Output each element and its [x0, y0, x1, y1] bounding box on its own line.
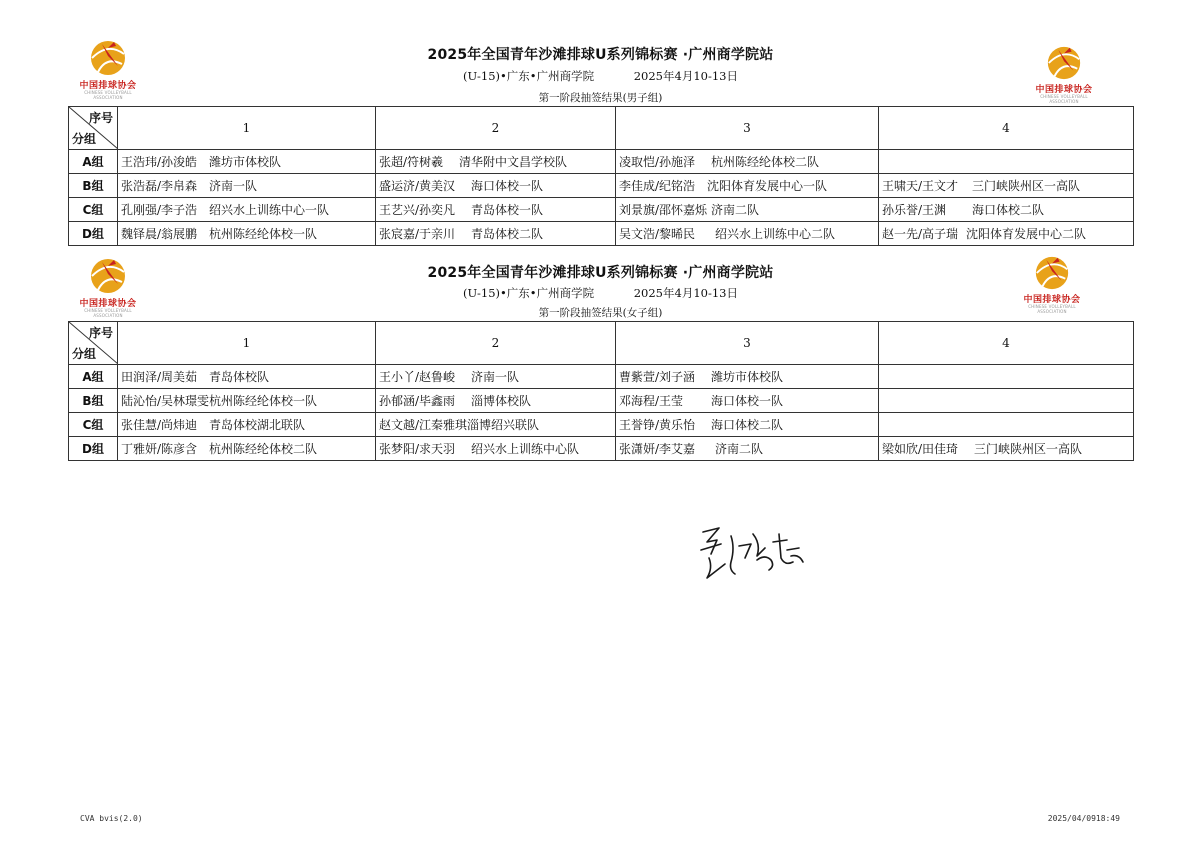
logo-text: 中国排球协会: [1023, 295, 1081, 305]
logo-subtext: CHINESE VOLLEYBALL ASSOCIATION: [1040, 94, 1088, 104]
team-name: 青岛体校一队: [471, 203, 544, 217]
draw-cell: [616, 150, 879, 174]
player-pair: 王浩玮/孙浚皓: [121, 155, 198, 169]
logo-subtext: CHINESE VOLLEYBALL ASSOCIATION: [84, 90, 132, 100]
corner-bottom-label: 分组: [72, 347, 97, 361]
group-label: A组: [69, 150, 118, 174]
table-row: [69, 389, 1134, 413]
logo-text: 中国排球协会: [79, 81, 137, 91]
girls-subtitle-date: 2025年4月10-13日: [633, 286, 738, 300]
group-label: B组: [69, 389, 118, 413]
team-name: 杭州陈经纶体校一队: [209, 394, 318, 408]
draw-cell: [118, 389, 376, 413]
player-pair: 丁雅妍/陈彦含: [121, 442, 198, 456]
team-name: 绍兴水上训练中心队: [471, 442, 580, 456]
draw-cell: [376, 413, 616, 437]
player-pair: 凌取恺/孙施泽: [619, 155, 696, 169]
column-header: 3: [616, 107, 879, 150]
column-header: 2: [376, 107, 616, 150]
footer-software-version: CVA bvis(2.0): [80, 814, 143, 823]
draw-cell: [376, 174, 616, 198]
draw-cell: [376, 222, 616, 246]
player-pair: 王誉铮/黄乐怡: [619, 418, 696, 432]
team-name: 济南一队: [471, 370, 520, 384]
team-name: 沈阳体育发展中心二队: [966, 227, 1087, 241]
logo-subtext: CHINESE VOLLEYBALL ASSOCIATION: [84, 308, 132, 318]
player-pair: 李佳成/纪铭浩: [619, 179, 696, 193]
player-pair: 梁如欣/田佳琦: [882, 442, 959, 456]
player-pair: 张浩磊/李帛森: [121, 179, 198, 193]
boys-title: 2025年全国青年沙滩排球U系列锦标赛 ·广州商学院站: [427, 47, 774, 63]
team-name: 三门峡陕州区一高队: [972, 179, 1081, 193]
player-pair: 赵一先/高子瑞: [882, 227, 959, 241]
team-name: 清华附中文昌学校队: [459, 155, 568, 169]
draw-cell: [616, 222, 879, 246]
player-pair: 刘景旗/邵怀嘉烁: [619, 203, 708, 217]
group-label: D组: [69, 222, 118, 246]
team-name: 潍坊市体校队: [711, 370, 784, 384]
draw-cell: [118, 150, 376, 174]
draw-cell: [879, 222, 1134, 246]
player-pair: 孔刚强/李子浩: [121, 203, 198, 217]
team-name: 海口体校一队: [471, 179, 544, 193]
team-name: 济南二队: [715, 442, 764, 456]
draw-cell: [616, 365, 879, 389]
team-name: 三门峡陕州区一高队: [974, 442, 1083, 456]
team-name: 淄博绍兴联队: [467, 418, 540, 432]
draw-cell: [879, 413, 1134, 437]
draw-cell: [616, 389, 879, 413]
table-row: [69, 437, 1134, 461]
player-pair: 张佳慧/尚炜迪: [121, 418, 198, 432]
draw-cell: [879, 389, 1134, 413]
corner-bottom-label: 分组: [72, 132, 97, 146]
player-pair: 盛运济/黄美汉: [379, 179, 456, 193]
player-pair: 王啸天/王文才: [882, 179, 959, 193]
draw-cell: [616, 413, 879, 437]
girls-draw-table: [68, 321, 1134, 461]
player-pair: 王艺兴/孙奕凡: [379, 203, 456, 217]
team-name: 海口体校二队: [972, 203, 1045, 217]
column-header: 1: [118, 107, 376, 150]
team-name: 沈阳体育发展中心一队: [707, 179, 828, 193]
draw-cell: [879, 150, 1134, 174]
draw-cell: [879, 174, 1134, 198]
table-row: [69, 222, 1134, 246]
table-row: [69, 198, 1134, 222]
column-header: 2: [376, 322, 616, 365]
girls-title: 2025年全国青年沙滩排球U系列锦标赛 ·广州商学院站: [427, 265, 774, 281]
team-name: 杭州陈经纶体校二队: [209, 442, 318, 456]
team-name: 济南二队: [711, 203, 760, 217]
draw-cell: [616, 198, 879, 222]
table-header-row: [69, 107, 1134, 150]
draw-cell: [376, 437, 616, 461]
player-pair: 赵文越/江秦雅琪: [379, 418, 468, 432]
player-pair: 王小丫/赵鲁峻: [379, 370, 456, 384]
footer-timestamp: 2025/04/0918:49: [1047, 814, 1120, 823]
team-name: 青岛体校队: [209, 370, 270, 384]
draw-cell: [376, 389, 616, 413]
group-label: A组: [69, 365, 118, 389]
column-header: 4: [879, 107, 1134, 150]
draw-cell: [118, 222, 376, 246]
corner-top-label: 序号: [88, 111, 113, 125]
logo-text: 中国排球协会: [79, 299, 137, 309]
boys-phase-label: 第一阶段抽签结果(男子组): [538, 92, 663, 104]
team-name: 济南一队: [209, 179, 258, 193]
logo-text: 中国排球协会: [1035, 85, 1093, 95]
player-pair: 张梦阳/求天羽: [379, 442, 456, 456]
player-pair: 张潇妍/李艾嘉: [619, 442, 696, 456]
table-row: [69, 150, 1134, 174]
team-name: 杭州陈经纶体校二队: [711, 155, 820, 169]
draw-cell: [118, 365, 376, 389]
player-pair: 邓海程/王莹: [619, 394, 684, 408]
player-pair: 陆沁怡/吴林璟雯: [121, 394, 210, 408]
table-row: [69, 174, 1134, 198]
group-label: C组: [69, 198, 118, 222]
player-pair: 张宸嘉/于亲川: [379, 227, 456, 241]
team-name: 绍兴水上训练中心二队: [715, 227, 836, 241]
boys-subtitle-location: (U-15)•广东•广州商学院: [463, 69, 595, 83]
group-label: D组: [69, 437, 118, 461]
player-pair: 魏铎晨/翁展鹏: [121, 227, 198, 241]
team-name: 淄博体校队: [471, 394, 532, 408]
draw-cell: [118, 413, 376, 437]
corner-cell: [69, 322, 118, 365]
draw-cell: [616, 437, 879, 461]
draw-cell: [376, 150, 616, 174]
draw-cell: [118, 174, 376, 198]
group-label: C组: [69, 413, 118, 437]
player-pair: 孙乐誉/王渊: [882, 203, 947, 217]
team-name: 潍坊市体校队: [209, 155, 282, 169]
draw-cell: [879, 365, 1134, 389]
column-header: 1: [118, 322, 376, 365]
player-pair: 张超/符树羲: [379, 155, 444, 169]
draw-cell: [616, 174, 879, 198]
column-header: 3: [616, 322, 879, 365]
draw-cell: [879, 437, 1134, 461]
boys-subtitle: [68, 68, 1133, 84]
boys-draw-table: [68, 106, 1134, 246]
team-name: 海口体校一队: [711, 394, 784, 408]
group-label: B组: [69, 174, 118, 198]
signature-image: [695, 518, 815, 582]
table-row: [69, 413, 1134, 437]
table-header-row: [69, 322, 1134, 365]
team-name: 绍兴水上训练中心一队: [209, 203, 330, 217]
draw-cell: [118, 198, 376, 222]
girls-subtitle-location: (U-15)•广东•广州商学院: [463, 286, 595, 300]
draw-cell: [879, 198, 1134, 222]
girls-subtitle: [68, 285, 1133, 301]
player-pair: 孙郁涵/毕鑫雨: [379, 394, 456, 408]
draw-cell: [118, 437, 376, 461]
player-pair: 曹紫萱/刘子涵: [619, 370, 696, 384]
draw-cell: [376, 198, 616, 222]
corner-top-label: 序号: [88, 326, 113, 340]
girls-phase-label: 第一阶段抽签结果(女子组): [538, 307, 663, 319]
corner-cell: [69, 107, 118, 150]
team-name: 青岛体校湖北联队: [209, 418, 306, 432]
team-name: 海口体校二队: [711, 418, 784, 432]
table-row: [69, 365, 1134, 389]
column-header: 4: [879, 322, 1134, 365]
team-name: 杭州陈经纶体校一队: [209, 227, 318, 241]
player-pair: 田润泽/周美茹: [121, 370, 198, 384]
player-pair: 吴文浩/黎晞民: [619, 227, 696, 241]
boys-subtitle-date: 2025年4月10-13日: [633, 69, 738, 83]
logo-subtext: CHINESE VOLLEYBALL ASSOCIATION: [1028, 304, 1076, 314]
team-name: 青岛体校二队: [471, 227, 544, 241]
draw-cell: [376, 365, 616, 389]
